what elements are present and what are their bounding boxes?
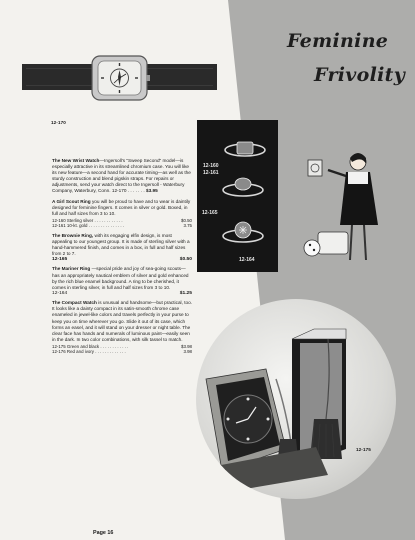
row-price: 3.75 xyxy=(183,223,192,229)
row-desc: Green and black xyxy=(66,343,100,349)
rings-image xyxy=(197,120,278,272)
mariner-ring-text: —special pride and joy of sea-going scouts—has an appropriately nautical emblem of silver and gold enhanced by the rich blue enamel background. A ring to be cherished, it comes in sterling silver, in full and half sizes from 3 to 10. xyxy=(52,266,189,290)
price-row xyxy=(52,257,192,262)
wrist-watch-code: 12-170 xyxy=(111,188,127,194)
row-price: 3.98 xyxy=(183,349,192,355)
brownie-ring-text: with its engaging elfin design, is most appealing to our youngest group. It is made of sterling silver with a hand-hammered finish, and comes in a box, in full and half sizes from 2 to 7. xyxy=(52,232,190,256)
girl-scout-ring-description xyxy=(52,199,192,217)
ring-label-12-165: 12-165 xyxy=(202,210,218,216)
page-number: Page 16 xyxy=(93,530,114,536)
compact-watch-heading: The Compact Watch xyxy=(52,300,97,306)
girl-illustration xyxy=(300,140,400,290)
row-code: 12-175 xyxy=(52,343,66,349)
compact-watch-description xyxy=(52,300,192,343)
girl-scout-ring-heading: A Girl Scout Ring xyxy=(52,198,91,204)
page-title-line1: Feminine xyxy=(287,30,389,52)
page-title-line2: Frivolity xyxy=(314,64,406,86)
wrist-watch-description: The New Wrist Watch—Ingersoll's "Sweep Second" model—is especially attractive in its streamlined chromium case. You will like its new feature—a second hand for accurate timing—as well as the sturdy construction and blend pigskin straps. For repairs or adjustments, send your watch direct to the Ingersoll - Waterbury Company, Waterbury, Conn. 12-170 . . . . . . . $3.95 xyxy=(52,158,191,194)
compact-watch-photo xyxy=(196,299,396,499)
wrist-watch-text: —Ingersoll's "Sweep Second" model—is especially attractive in its streamlined chromium case. You will like its new feature—a second hand for accurate timing—as well as the sturdy construction and blend pigskin straps. For repairs or adjustments, send your watch direct to the Ingersoll - Waterbury Company, Waterbury, Conn. xyxy=(52,158,191,194)
row-code: 12-165 xyxy=(52,257,68,263)
compact-watch-text: is unusual and handsome—but practical, too. It looks like a dainty compact in its satin-smooth chrome case enameled in jewel-like colors and travels perfectly in your purse to keep you on time wherever you go. Slide it out of its case, which forms an easel, and it will stand on your dresser or night table. The clear face has hands and numerals of luminous paint—easily seen in the dark. In two color combinations, with silk tassel to match. xyxy=(52,300,193,342)
row-code: 12-161 xyxy=(52,223,66,229)
brownie-ring-description xyxy=(52,233,192,257)
rings-photo-panel xyxy=(197,120,278,272)
ring-label-12-160: 12-160 xyxy=(203,163,219,169)
price-row xyxy=(52,291,192,296)
price-row: 12-175 Green and black . . . . . . . . . . . . $3.98 xyxy=(52,343,192,349)
row-code: 12-176 xyxy=(52,349,66,355)
price-row: 12-161 10-kt. gold . . . . . . . . . . . . . . . 3.75 xyxy=(52,223,192,229)
compact-watch-code-label: 12-175 xyxy=(356,447,371,452)
compact-watch-image xyxy=(196,299,396,499)
row-desc: Sterling silver xyxy=(66,217,94,223)
watch-code-label: 12-170 xyxy=(51,120,66,125)
row-desc: 10-kt. gold xyxy=(66,223,88,229)
row-price: $0.50 xyxy=(181,217,192,223)
wrist-watch-price: $3.95 xyxy=(146,188,158,194)
mariner-ring-heading: The Mariner Ring xyxy=(52,266,91,272)
row-price: $0.50 xyxy=(179,257,192,263)
wrist-watch-image xyxy=(22,50,217,108)
row-code: 12-160 xyxy=(52,217,66,223)
ring-label-12-164: 12-164 xyxy=(239,257,255,263)
product-text-column xyxy=(52,158,192,355)
wrist-watch-heading: The New Wrist Watch xyxy=(52,158,100,163)
row-desc: Red and ivory xyxy=(66,349,94,355)
price-row: 12-160 Sterling silver . . . . . . . . . . . . $0.50 xyxy=(52,217,192,223)
row-price: $3.98 xyxy=(181,343,192,349)
price-row: 12-176 Red and ivory . . . . . . . . . . . . . 3.98 xyxy=(52,349,192,355)
brownie-ring-heading: The Brownie Ring, xyxy=(52,232,94,238)
girl-scout-ring-text: you will be proud to have and to wear is daintily designed for feminine fingers. It comes in silver or gold. Boxed, in full and half sizes from 3 to 10. xyxy=(52,198,191,216)
row-code: 12-164 xyxy=(52,290,68,296)
mariner-ring-description xyxy=(52,266,192,290)
ring-label-12-161: 12-161 xyxy=(203,170,219,176)
row-price: $1.25 xyxy=(179,290,192,296)
